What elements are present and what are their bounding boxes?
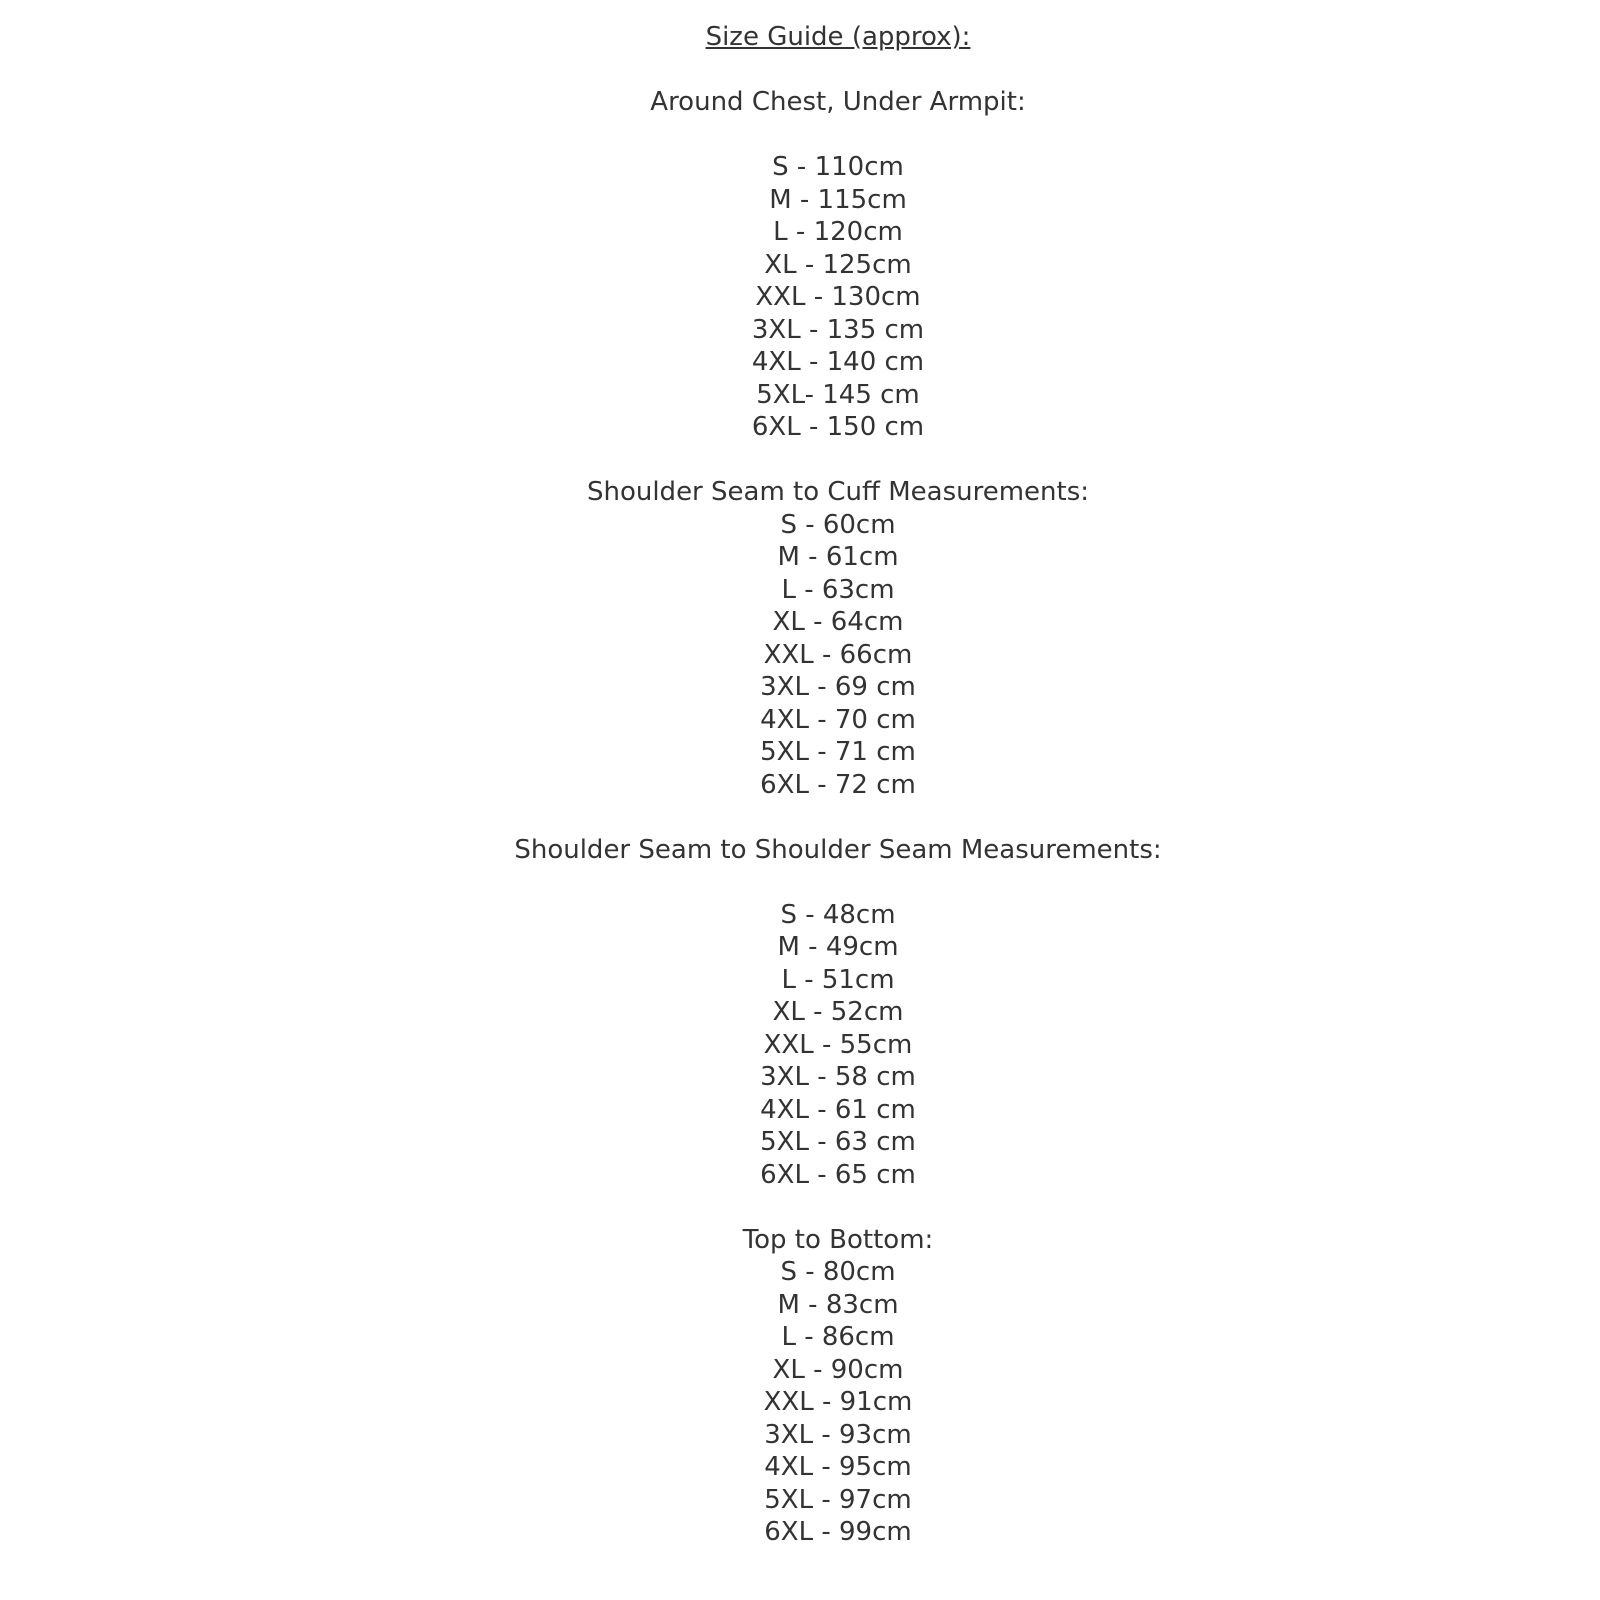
blank-line: [76, 54, 1600, 87]
size-row: XL - 52cm: [772, 997, 904, 1027]
section-shoulder-to-cuff: [76, 476, 1600, 801]
blank-line: [76, 801, 1600, 834]
size-row: S - 80cm: [780, 1257, 896, 1287]
size-row: XXL - 91cm: [763, 1387, 913, 1417]
size-row: XXL - 55cm: [763, 1029, 913, 1060]
section-around-chest: [76, 86, 1600, 444]
size-row: M - 83cm: [777, 1289, 899, 1320]
blank-line: [76, 1191, 1600, 1224]
size-row: 6XL - 72 cm: [760, 769, 916, 800]
size-row: 3XL - 69 cm: [760, 672, 916, 702]
size-row: XL - 64cm: [772, 607, 904, 637]
blank-line: [76, 444, 1600, 477]
section-heading: Shoulder Seam to Cuff Measurements:: [586, 477, 1090, 507]
blank-line: [76, 119, 1600, 152]
size-row: M - 61cm: [777, 542, 899, 572]
size-row: L - 86cm: [781, 1322, 895, 1352]
size-row: 4XL - 140 cm: [751, 347, 925, 377]
size-row: XXL - 130cm: [755, 282, 921, 312]
section-heading: Top to Bottom:: [742, 1224, 934, 1255]
size-row: S - 60cm: [780, 509, 896, 540]
section-top-to-bottom: [76, 1224, 1600, 1549]
size-row: 6XL - 99cm: [764, 1517, 912, 1547]
size-row: L - 120cm: [773, 217, 903, 247]
page-title: Size Guide (approx):: [705, 22, 971, 52]
size-row: 6XL - 65 cm: [760, 1159, 916, 1190]
size-row: 3XL - 93cm: [764, 1419, 912, 1450]
size-row: XL - 90cm: [772, 1354, 904, 1385]
size-row: S - 48cm: [780, 899, 896, 930]
size-row: L - 51cm: [781, 964, 895, 995]
size-row: 4XL - 70 cm: [760, 704, 916, 735]
size-row: XL - 125cm: [764, 249, 912, 280]
size-row: 4XL - 61 cm: [760, 1094, 916, 1125]
size-row: 4XL - 95cm: [764, 1452, 912, 1482]
size-row: S - 110cm: [772, 152, 904, 182]
section-heading: Shoulder Seam to Shoulder Seam Measurements:: [514, 834, 1162, 865]
size-row: 3XL - 58 cm: [760, 1062, 916, 1092]
size-row: 3XL - 135 cm: [751, 314, 925, 345]
size-row: 5XL - 71 cm: [760, 737, 916, 767]
size-row: L - 63cm: [781, 574, 895, 605]
size-row: 5XL- 145 cm: [756, 379, 920, 410]
size-row: 5XL - 63 cm: [760, 1127, 916, 1157]
size-row: M - 49cm: [777, 932, 899, 962]
size-row: 5XL - 97cm: [764, 1484, 912, 1515]
size-row: M - 115cm: [769, 184, 907, 215]
blank-line: [76, 866, 1600, 899]
section-heading: Around Chest, Under Armpit:: [650, 87, 1026, 117]
section-shoulder-to-shoulder: [76, 834, 1600, 1192]
size-row: XXL - 66cm: [763, 639, 913, 670]
size-row: 6XL - 150 cm: [751, 412, 925, 442]
